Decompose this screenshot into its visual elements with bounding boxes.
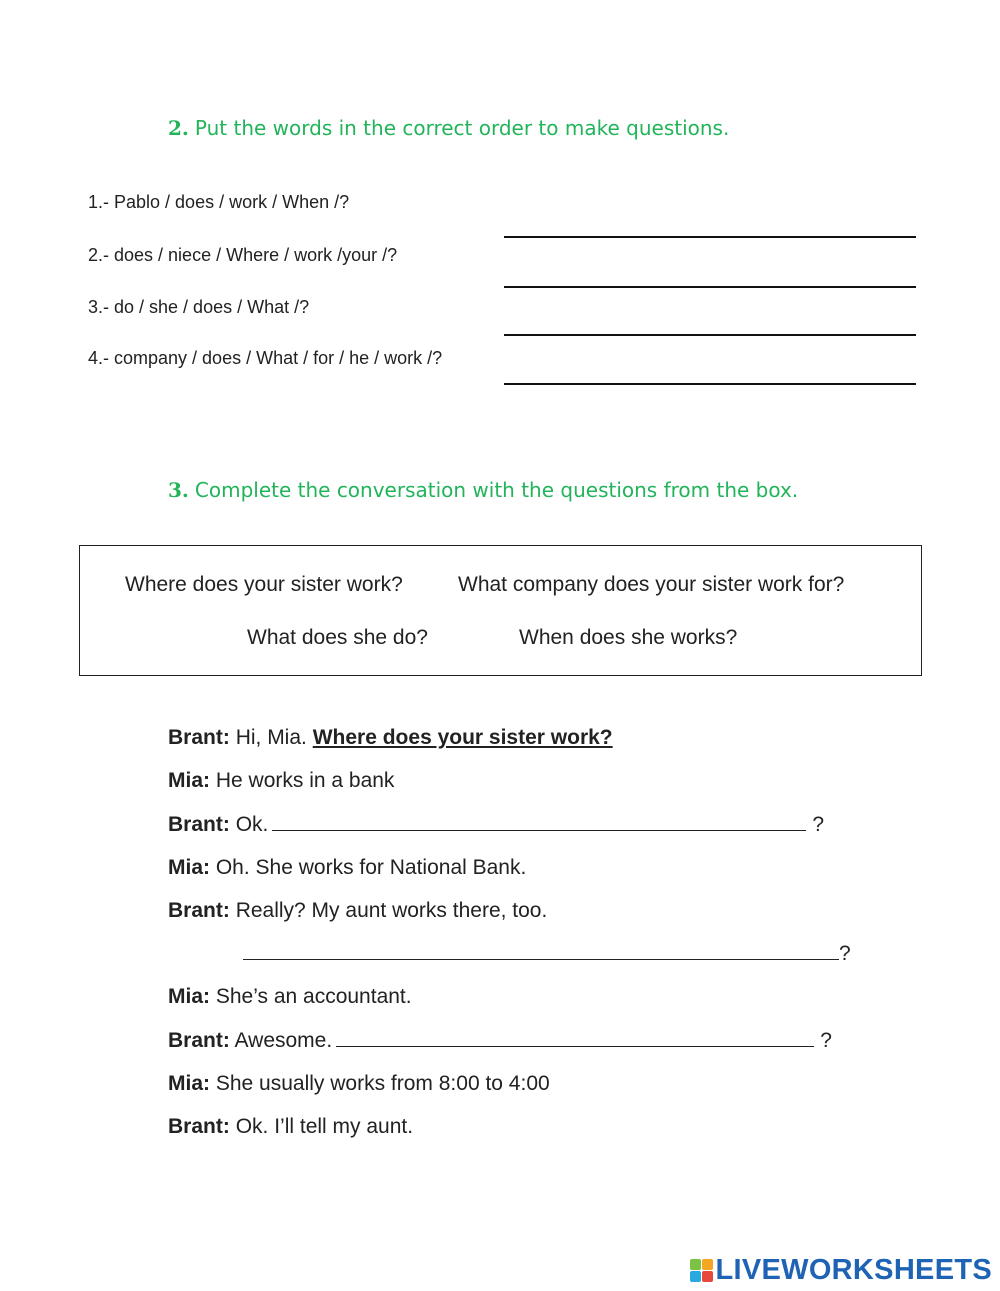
conversation-line-6 <box>243 942 851 966</box>
line-text: Oh. She works for National Bank. <box>215 856 527 879</box>
liveworksheets-logo <box>690 1254 993 1287</box>
logo-text: LIVEWORKSHEETS <box>715 1254 992 1286</box>
speaker-name: Mia: <box>168 1072 210 1095</box>
question-box <box>79 545 922 676</box>
answer-blank[interactable] <box>336 1045 814 1047</box>
line-text: Ok. I’ll tell my aunt. <box>235 1115 414 1138</box>
section-number: 2. <box>168 116 189 140</box>
section-instruction: Complete the conversation with the questions from the box. <box>194 478 799 502</box>
section-3-heading <box>168 478 798 502</box>
speaker-name: Mia: <box>168 985 210 1008</box>
conversation-line-10 <box>168 1115 413 1139</box>
line-text: She usually works from 8:00 to 4:00 <box>215 1072 550 1095</box>
speaker-name: Brant: <box>168 813 230 836</box>
question-mark: ? <box>812 813 825 836</box>
question-item-4: 4.- company / does / What / for / he / work /? <box>88 348 443 368</box>
box-question-2: What company does your sister work for? <box>458 573 845 596</box>
answer-line-1[interactable] <box>504 236 916 238</box>
question-item-3: 3.- do / she / does / What /? <box>88 297 310 317</box>
answer-blank[interactable] <box>272 829 806 831</box>
box-question-1: Where does your sister work? <box>125 573 403 596</box>
conversation-line-8 <box>168 1029 832 1053</box>
line-text: Hi, Mia. <box>235 726 307 749</box>
speaker-name: Mia: <box>168 769 210 792</box>
speaker-name: Mia: <box>168 856 210 879</box>
box-question-4: When does she works? <box>519 626 738 649</box>
question-mark: ? <box>820 1029 832 1052</box>
section-instruction: Put the words in the correct order to make questions. <box>194 116 730 140</box>
answer-line-3[interactable] <box>504 334 916 336</box>
answer-line-2[interactable] <box>504 286 916 288</box>
question-item-1: 1.- Pablo / does / work / When /? <box>88 192 350 212</box>
answer-line-4[interactable] <box>504 383 916 385</box>
speaker-name: Brant: <box>168 726 230 749</box>
logo-tiles-icon <box>690 1259 713 1282</box>
answer-blank[interactable] <box>243 958 839 960</box>
line-text: Really? My aunt works there, too. <box>235 899 548 922</box>
speaker-name: Brant: <box>168 899 230 922</box>
conversation-line-9 <box>168 1072 550 1096</box>
conversation-line-1 <box>168 726 613 750</box>
box-question-3: What does she do? <box>247 626 428 649</box>
line-text: Awesome. <box>234 1029 333 1052</box>
example-answer: Where does your sister work? <box>312 726 613 749</box>
conversation-line-4 <box>168 856 526 880</box>
conversation-line-2 <box>168 769 394 793</box>
speaker-name: Brant: <box>168 1115 230 1138</box>
conversation-line-7 <box>168 985 412 1009</box>
conversation-line-5 <box>168 899 547 923</box>
line-text: He works in a bank <box>215 769 395 792</box>
line-text: She’s an accountant. <box>215 985 412 1008</box>
question-mark: ? <box>839 942 851 965</box>
question-item-2: 2.- does / niece / Where / work /your /? <box>88 245 398 265</box>
section-2-heading <box>168 116 729 140</box>
speaker-name: Brant: <box>168 1029 230 1052</box>
line-text: Ok. <box>235 813 269 836</box>
conversation-line-3 <box>168 813 824 837</box>
section-number: 3. <box>168 478 189 502</box>
